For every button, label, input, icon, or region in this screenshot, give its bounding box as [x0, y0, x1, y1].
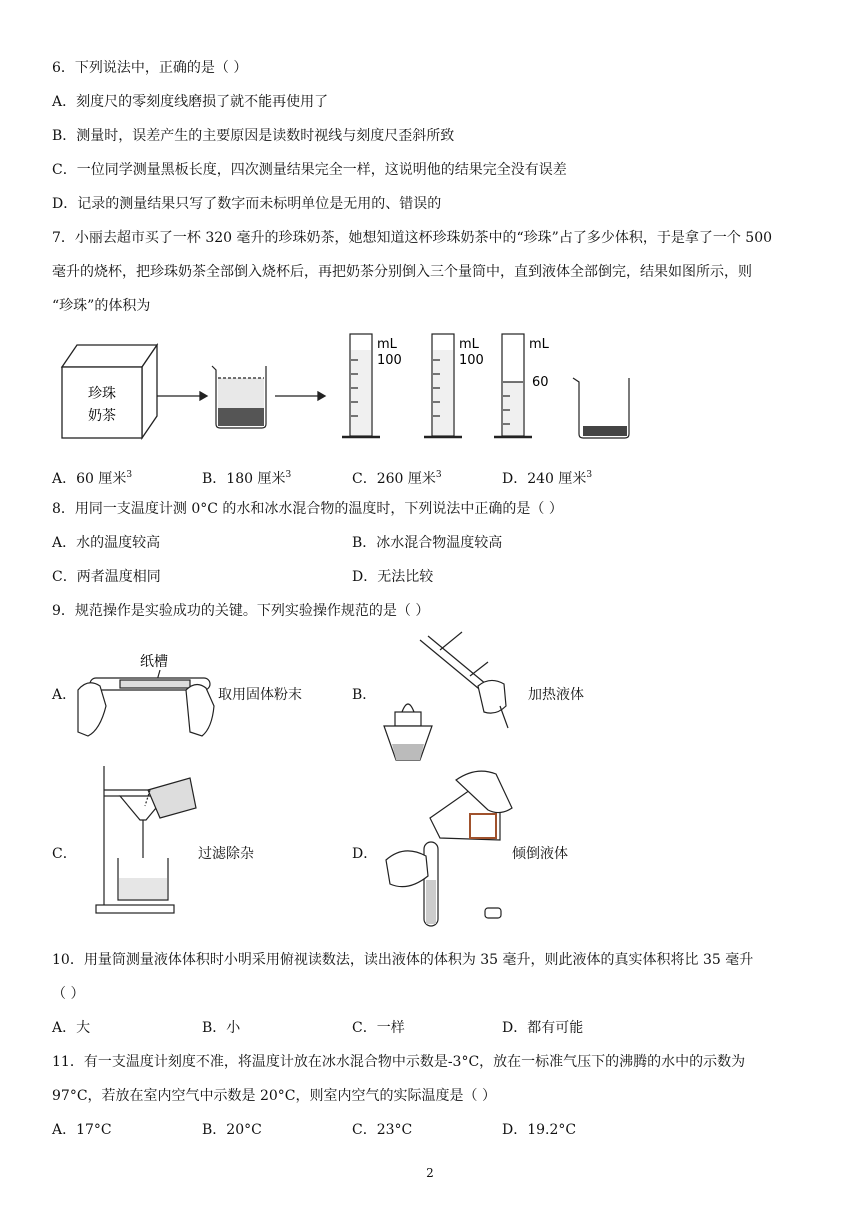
q9-option-b-caption: 加热液体 — [528, 687, 584, 703]
q7-option-c: C．260 厘米$^3$ — [352, 470, 442, 487]
cyl2-unit: mL — [459, 337, 479, 352]
q8-stem: 8．用同一支温度计测 0°C 的水和冰水混合物的温度时，下列说法中正确的是（ ） — [52, 501, 563, 517]
box-label-line1: 珍珠 — [88, 386, 116, 402]
figure-a-test-tube — [78, 670, 214, 736]
q7-option-a: A．60 厘米$^3$ — [52, 470, 133, 487]
q11-stem-line2: 97°C，若放在室内空气中示数是 20°C，则室内空气的实际温度是（ ） — [52, 1088, 496, 1104]
cyl1-mark: 100 — [377, 353, 402, 368]
q9-option-d-letter: D． — [352, 846, 378, 862]
q10-stem-line2: （ ） — [52, 986, 85, 1002]
q6-stem: 6．下列说法中，正确的是（ ） — [52, 60, 248, 76]
q6-option-b: B．测量时，误差产生的主要原因是读数时视线与刻度尺歪斜所致 — [52, 128, 455, 144]
q11-option-b: B．20°C — [202, 1122, 262, 1138]
q9-option-a-letter: A． — [52, 687, 77, 703]
q10-option-a: A．大 — [52, 1020, 91, 1036]
q9-option-c-letter: C． — [52, 846, 77, 862]
figure-c-filtration — [96, 766, 196, 913]
q9-option-b-letter: B． — [352, 687, 377, 703]
figure-b-heating — [384, 632, 508, 760]
q6-option-c: C．一位同学测量黑板长度，四次测量结果完全一样，这说明他的结果完全没有误差 — [52, 162, 567, 178]
q8-option-b: B．冰水混合物温度较高 — [352, 535, 503, 551]
q11-option-d: D．19.2°C — [502, 1122, 577, 1138]
q8-option-d: D．无法比较 — [352, 569, 434, 585]
cyl3-unit: mL — [529, 337, 549, 352]
q9-option-d-caption: 倾倒液体 — [512, 846, 568, 862]
q11-option-c: C．23°C — [352, 1122, 413, 1138]
q8-option-c: C．两者温度相同 — [52, 569, 161, 585]
q6-option-a: A．刻度尺的零刻度线磨损了就不能再使用了 — [52, 94, 329, 110]
q8-option-a: A．水的温度较高 — [52, 535, 161, 551]
q10-stem-line1: 10．用量筒测量液体体积时小明采用俯视读数法，读出液体的体积为 35 毫升，则此液体的真实体积将比 35 毫升 — [52, 952, 754, 968]
q11-option-a: A．17°C — [52, 1122, 112, 1138]
q7-option-d: D．240 厘米$^3$ — [502, 470, 593, 487]
cyl2-mark: 100 — [459, 353, 484, 368]
q9-stem: 9．规范操作是实验成功的关键。下列实验操作规范的是（ ） — [52, 603, 430, 619]
page-number: 2 — [426, 1166, 434, 1180]
q10-option-b: B．小 — [202, 1020, 241, 1036]
q10-option-c: C．一样 — [352, 1020, 405, 1036]
q10-option-d: D．都有可能 — [502, 1020, 584, 1036]
cyl3-mark: 60 — [532, 375, 549, 390]
q6-option-d: D．记录的测量结果只写了数字而未标明单位是无用的、错误的 — [52, 196, 442, 212]
paper-trough-label: 纸槽 — [140, 654, 168, 670]
q9-option-a-caption: 取用固体粉末 — [218, 687, 302, 703]
q9-option-c-caption: 过滤除杂 — [198, 846, 254, 862]
box-label-line2: 奶茶 — [88, 408, 116, 424]
q7-stem-line3: “珍珠”的体积为 — [52, 298, 151, 314]
q7-stem-line1: 7．小丽去超市买了一杯 320 毫升的珍珠奶茶，她想知道这杯珍珠奶茶中的“珍珠”占了多少体积，于是拿了一个 500 — [52, 230, 773, 246]
q7-stem-line2: 毫升的烧杯，把珍珠奶茶全部倒入烧杯后，再把奶茶分别倒入三个量筒中，直到液体全部倒完，结果如图所示，则 — [52, 264, 752, 280]
q7-option-b: B．180 厘米$^3$ — [202, 470, 292, 487]
figure-d-pouring — [386, 771, 512, 926]
cyl1-unit: mL — [377, 337, 397, 352]
q11-stem-line1: 11．有一支温度计刻度不准，将温度计放在冰水混合物中示数是-3°C，放在一标准气压下的沸腾的水中的示数为 — [52, 1054, 746, 1070]
